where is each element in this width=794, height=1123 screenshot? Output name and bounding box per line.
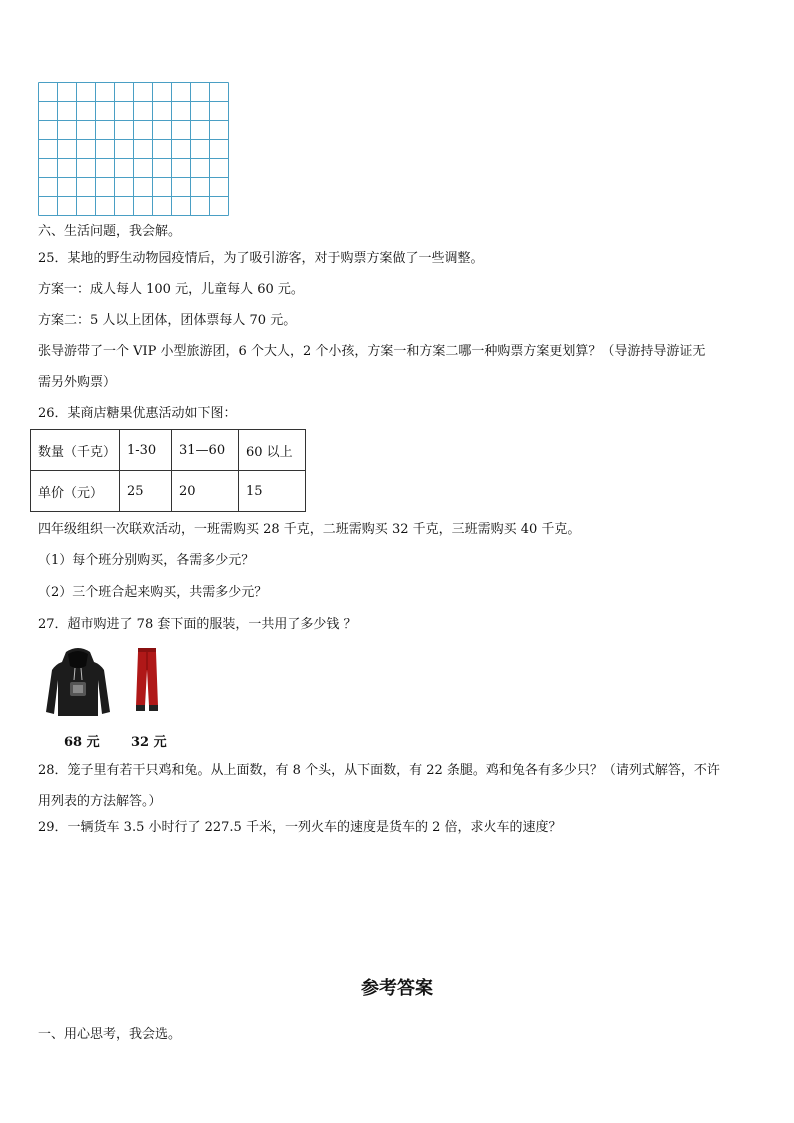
q27-text: 27．超市购进了 78 套下面的服装，一共用了多少钱 ？ xyxy=(38,617,357,632)
q26-sub2: （2）三个班合起来购买，共需多少元？ xyxy=(38,585,268,600)
table-cell: 1-30 xyxy=(120,430,172,471)
q25-plan1: 方案一：成人每人 100 元，儿童每人 60 元。 xyxy=(38,282,304,297)
candy-price-table xyxy=(30,429,306,512)
table-cell: 60 以上 xyxy=(239,430,306,471)
q25-intro: 25．某地的野生动物园疫情后，为了吸引游客，对于购票方案做了一些调整。 xyxy=(38,251,484,266)
answers-heading: 参考答案 xyxy=(361,978,433,999)
table-row-quantity xyxy=(31,430,306,471)
q25-question-line1: 张导游带了一个 VIP 小型旅游团，6 个大人，2 个小孩，方案一和方案二哪一种购票方案更划算？（导游持导游证无 xyxy=(38,344,706,359)
q26-sub1: （1）每个班分别购买，各需多少元？ xyxy=(38,553,255,568)
answer-grid xyxy=(38,82,229,216)
table-cell: 31—60 xyxy=(172,430,239,471)
q28-line2: 用列表的方法解答。） xyxy=(38,794,162,809)
pants-image xyxy=(132,648,162,714)
pants-price: 32 元 xyxy=(131,735,167,750)
q26-context: 四年级组织一次联欢活动，一班需购买 28 千克，二班需购买 32 千克，三班需购买 40 千克。 xyxy=(38,522,581,537)
hoodie-price: 68 元 xyxy=(64,735,100,750)
hoodie-image xyxy=(44,646,112,718)
table-cell: 20 xyxy=(172,471,239,512)
table-row-unit-price xyxy=(31,471,306,512)
table-cell: 25 xyxy=(120,471,172,512)
q26-intro: 26．某商店糖果优惠活动如下图： xyxy=(38,406,237,421)
q28-line1: 28．笼子里有若干只鸡和兔。从上面数，有 8 个头，从下面数，有 22 条腿。鸡和兔各有多少只？（请列式解答，不许 xyxy=(38,763,720,778)
answers-section1: 一、用心思考，我会选。 xyxy=(38,1027,182,1042)
table-cell: 单价（元） xyxy=(31,471,120,512)
q25-plan2: 方案二：5 人以上团体，团体票每人 70 元。 xyxy=(38,313,297,328)
section6-title: 六、生活问题，我会解。 xyxy=(38,224,182,239)
q25-question-line2: 需另外购票） xyxy=(38,375,117,390)
table-cell: 数量（千克） xyxy=(31,430,120,471)
table-cell: 15 xyxy=(239,471,306,512)
q29-text: 29．一辆货车 3.5 小时行了 227.5 千米，一列火车的速度是货车的 2 倍，求火车的速度？ xyxy=(38,820,562,835)
